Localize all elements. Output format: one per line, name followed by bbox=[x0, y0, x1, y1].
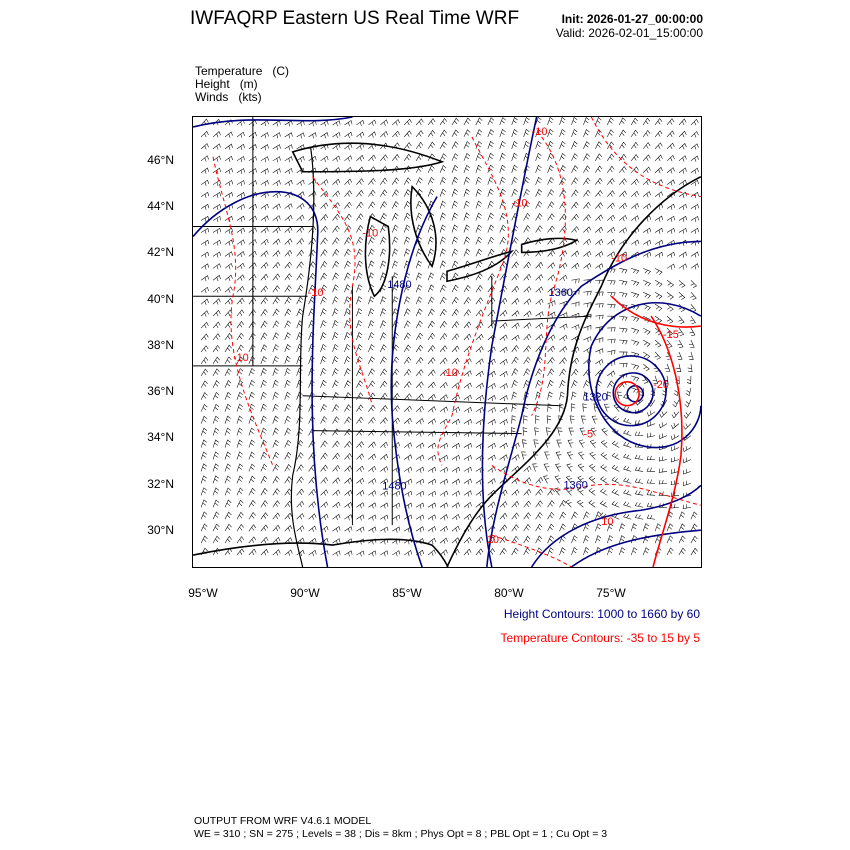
temp-label-5: 10 bbox=[486, 534, 499, 547]
temp-label-11: 10 bbox=[601, 516, 614, 529]
temp-label-4: -10 bbox=[307, 287, 324, 300]
footer-model: OUTPUT FROM WRF V4.6.1 MODEL bbox=[194, 815, 372, 827]
lon-label-95: 95°W bbox=[188, 586, 218, 600]
height-label-2: 1360 bbox=[548, 287, 573, 300]
lat-label-34: 34°N bbox=[147, 430, 174, 444]
temp-label-10: -10 bbox=[442, 366, 458, 379]
legend-winds: Winds (kts) bbox=[195, 90, 262, 104]
height-contours-note: Height Contours: 1000 to 1660 by 60 bbox=[503, 607, 700, 621]
lat-label-36: 36°N bbox=[147, 384, 174, 398]
temp-label-8: -15 bbox=[663, 329, 679, 342]
valid-time: Valid: 2026-02-01_15:00:00 bbox=[555, 26, 703, 40]
height-label-3: 1480 bbox=[382, 480, 407, 493]
lat-label-30: 30°N bbox=[147, 523, 174, 537]
page-title: IWFAQRP Eastern US Real Time WRF bbox=[190, 8, 520, 29]
lat-label-38: 38°N bbox=[147, 338, 174, 352]
height-label-4: 1360 bbox=[563, 479, 588, 492]
height-label-1: 1480 bbox=[387, 279, 412, 292]
init-time: Init: 2026-01-27_00:00:00 bbox=[561, 12, 703, 26]
temp-label-2: -10 bbox=[511, 197, 528, 210]
temp-label-6: -5 bbox=[583, 428, 594, 441]
footer-details: WE = 310 ; SN = 275 ; Levels = 38 ; Dis = 8km ; Phys Opt = 8 ; PBL Opt = 1 ; Cu Opt = 3 bbox=[194, 828, 608, 840]
height-label-5: 1320 bbox=[583, 391, 608, 404]
temp-label-1: -10 bbox=[531, 125, 548, 138]
temp-label-3: -10 bbox=[362, 227, 379, 240]
lat-label-42: 42°N bbox=[147, 245, 174, 259]
temp-label-9: -20 bbox=[653, 378, 669, 391]
temp-label-12: -10 bbox=[232, 351, 249, 364]
lon-label-80: 80°W bbox=[494, 586, 524, 600]
legend-height: Height (m) bbox=[195, 77, 258, 91]
map-background bbox=[193, 117, 701, 567]
lon-label-85: 85°W bbox=[392, 586, 422, 600]
temperature-contours-note: Temperature Contours: -35 to 15 by 5 bbox=[500, 631, 700, 645]
lat-label-44: 44°N bbox=[147, 199, 174, 213]
lon-label-90: 90°W bbox=[290, 586, 320, 600]
temp-label-7: -10 bbox=[611, 252, 628, 265]
lat-label-40: 40°N bbox=[147, 292, 174, 306]
lon-label-75: 75°W bbox=[596, 586, 626, 600]
legend-temperature: Temperature (C) bbox=[195, 64, 290, 78]
lat-label-32: 32°N bbox=[147, 477, 174, 491]
lat-label-46: 46°N bbox=[147, 153, 174, 167]
weather-map bbox=[192, 116, 702, 568]
